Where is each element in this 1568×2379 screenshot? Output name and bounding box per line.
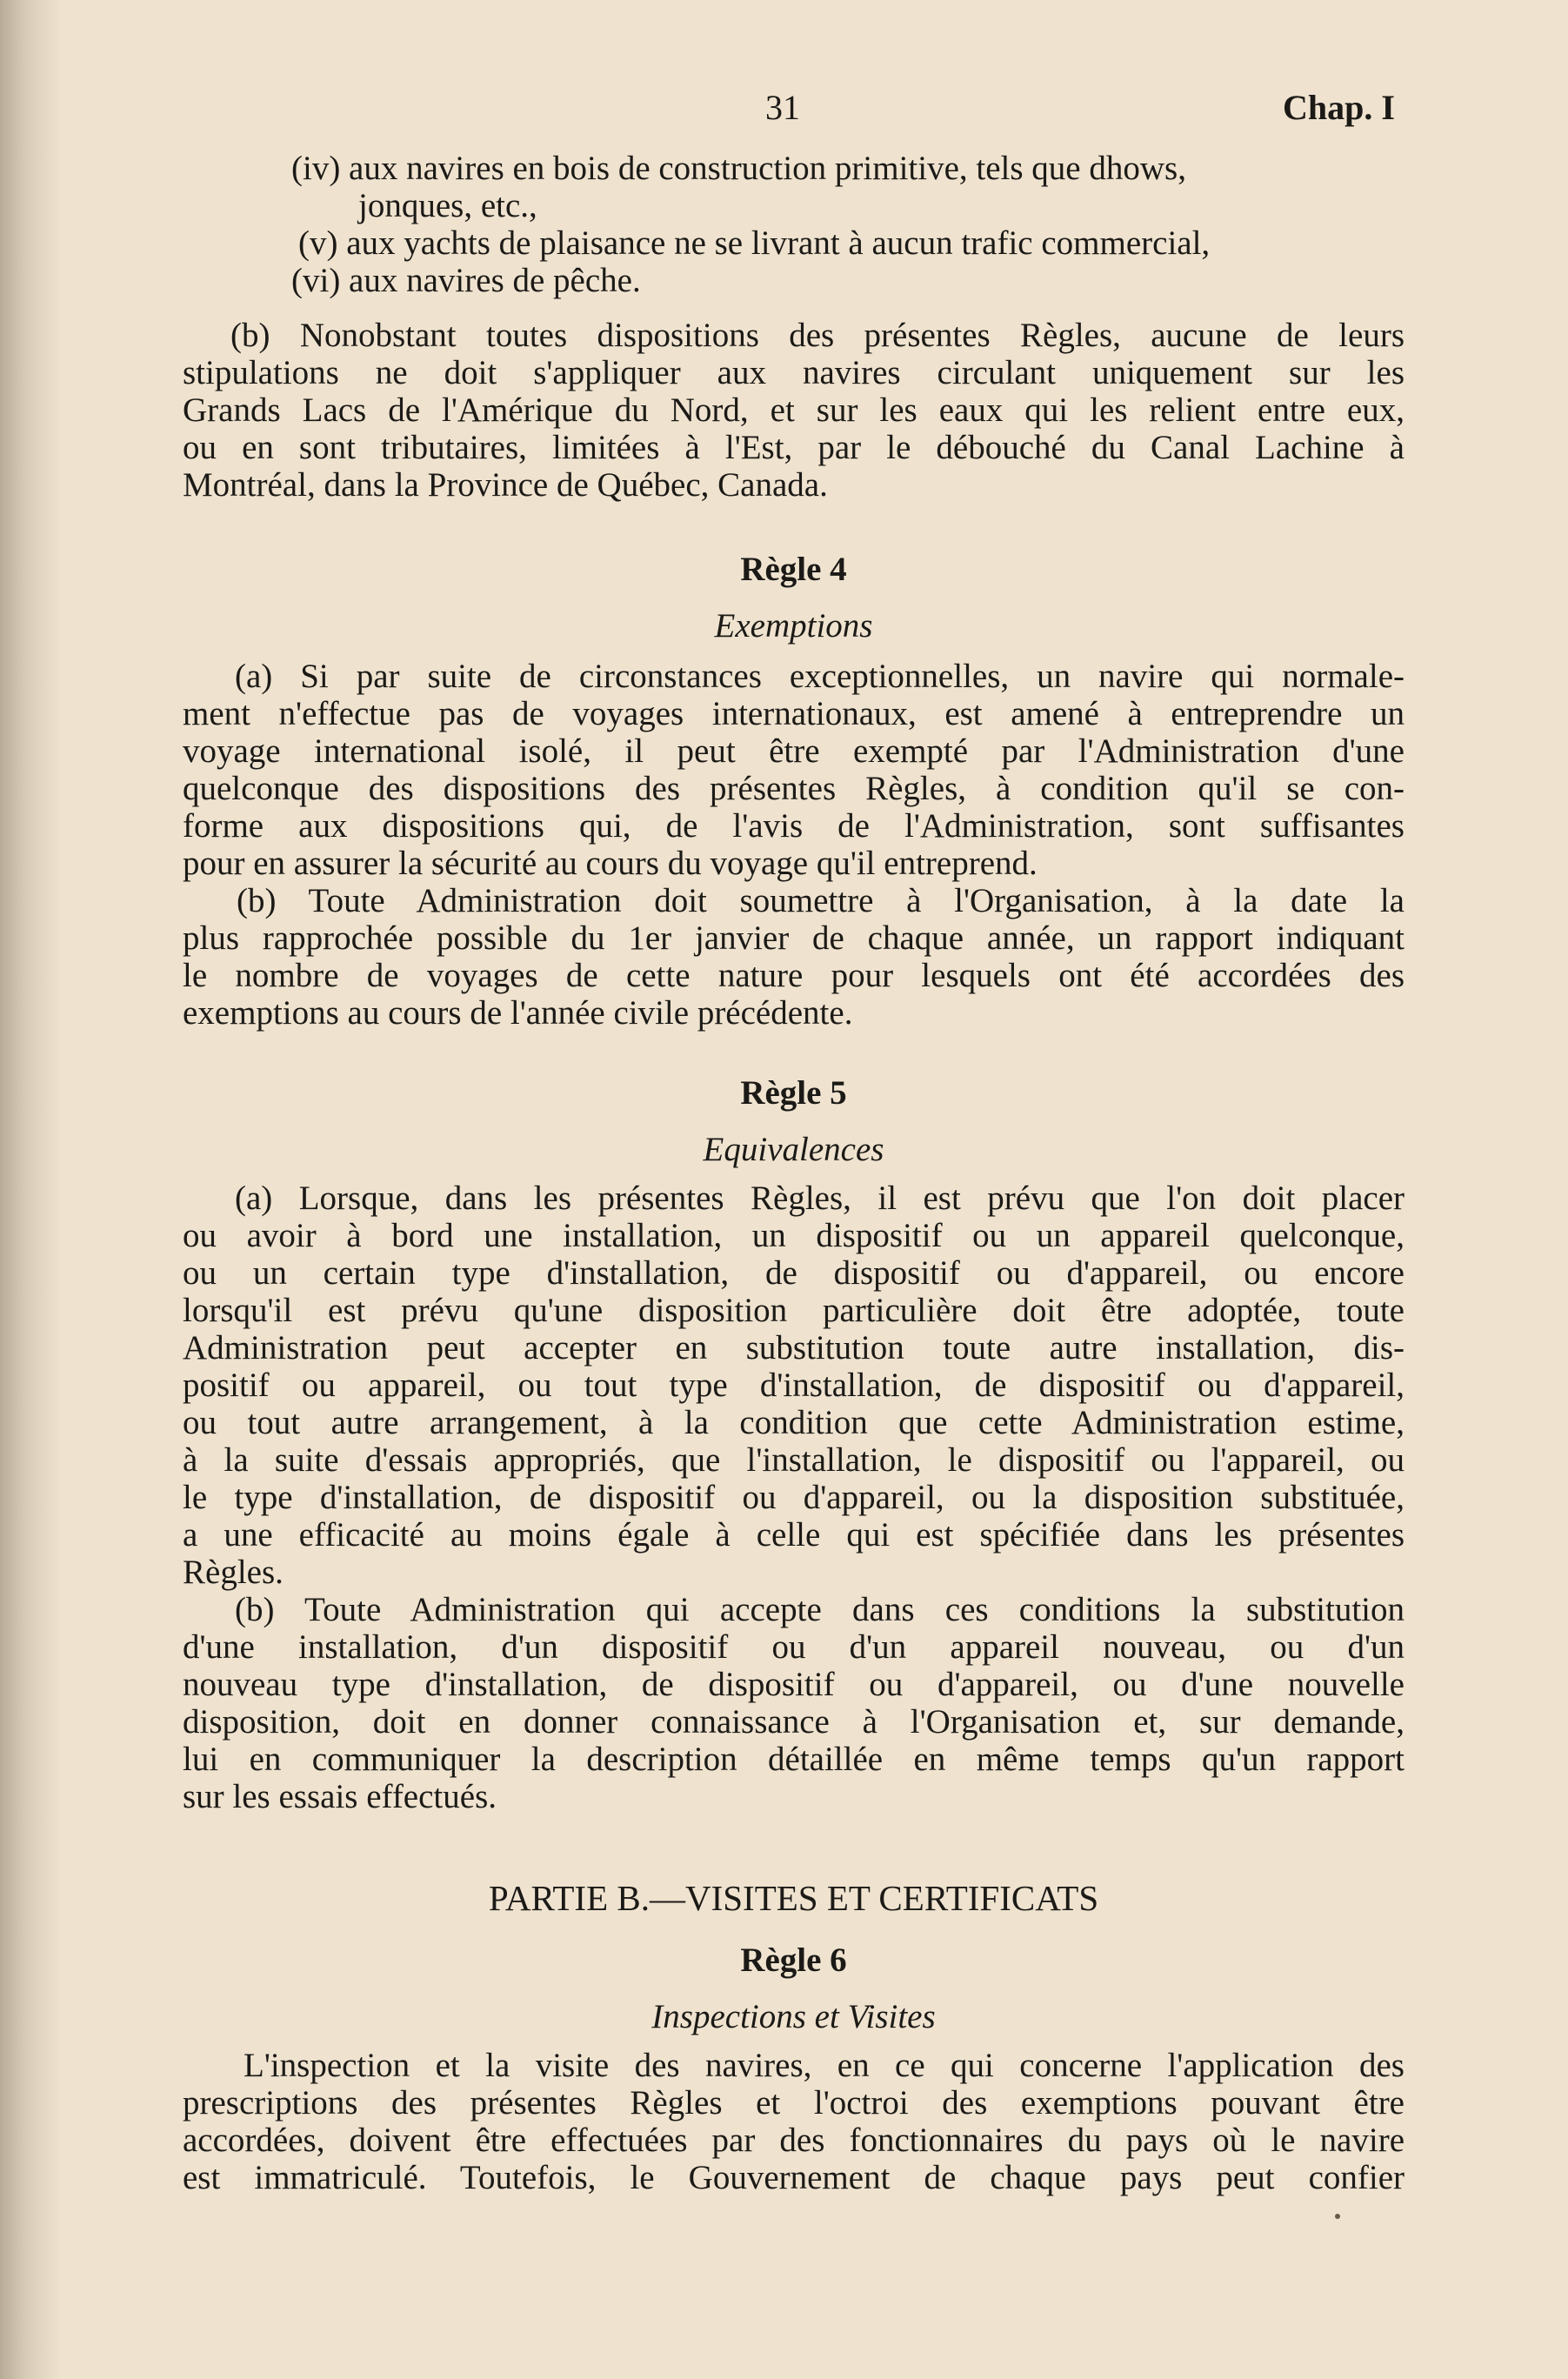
paragraph-line: Administration peut accepter en substitution toute autre installation, dis- [183,1329,1405,1367]
paragraph-line: sur les essais effectués. [183,1778,497,1815]
paragraph-line: ou tout autre arrangement, à la condition que cette Administration estime, [183,1404,1405,1441]
list-item-v: (v) aux yachts de plaisance ne se livrant à aucun trafic commercial, [298,224,1211,262]
paragraph-line: a une efficacité au moins égale à celle qui est spécifiée dans les présentes [183,1516,1405,1554]
paragraph-line: (a) Si par suite de circonstances exceptionnelles, un navire qui normale- [235,658,1405,695]
part-heading: PARTIE B.—VISITES ET CERTIFICATS [488,1878,1099,1918]
page-number: 31 [765,88,800,127]
rule-heading: Règle 6 [740,1941,847,1979]
ink-speck [1335,2214,1340,2219]
paragraph-line: ou un certain type d'installation, de dispositif ou d'appareil, ou encore [183,1254,1405,1292]
paragraph-line: ou en sont tributaires, limitées à l'Est, par le débouché du Canal Lachine à [183,429,1405,466]
paragraph-line: voyage international isolé, il peut être exempté par l'Administration d'une [183,732,1405,770]
paragraph-line: L'inspection et la visite des navires, en ce qui concerne l'application des [244,2047,1405,2084]
paragraph-line: exemptions au cours de l'année civile précédente. [183,994,853,1032]
paragraph-line: lui en communiquer la description détaillée en même temps qu'un rapport [183,1741,1405,1778]
paragraph-line: disposition, doit en donner connaissance à l'Organisation et, sur demande, [183,1703,1405,1741]
list-item-iv-cont: jonques, etc., [358,187,537,224]
paragraph-line: prescriptions des présentes Règles et l'octroi des exemptions pouvant être [183,2084,1405,2122]
rule-heading: Règle 4 [740,551,847,588]
paragraph-line: pour en assurer la sécurité au cours du voyage qu'il entreprend. [183,845,1038,882]
paragraph-line: lorsqu'il est prévu qu'une disposition particulière doit être adoptée, toute [183,1292,1405,1329]
rule-subtitle: Inspections et Visites [651,1998,936,2035]
paragraph-line: le nombre de voyages de cette nature pour lesquels ont été accordées des [183,957,1405,994]
list-item-iv: (iv) aux navires en bois de construction primitive, tels que dhows, [291,150,1186,187]
chapter-label: Chap. I [1283,88,1395,127]
rule-heading: Règle 5 [740,1074,847,1112]
paragraph-line: plus rapprochée possible du 1er janvier de chaque année, un rapport indiquant [183,919,1405,957]
paragraph-line: le type d'installation, de dispositif ou d'appareil, ou la disposition substituée, [183,1479,1405,1516]
rule-subtitle: Exemptions [714,607,873,645]
paragraph-line: quelconque des dispositions des présentes Règles, à condition qu'il se con- [183,770,1405,807]
paragraph-line: d'une installation, d'un dispositif ou d'un appareil nouveau, ou d'un [183,1628,1405,1666]
paragraph-line: positif ou appareil, ou tout type d'installation, de dispositif ou d'appareil, [183,1367,1405,1404]
paragraph-line: est immatriculé. Toutefois, le Gouvernement de chaque pays peut confier [183,2159,1405,2196]
paragraph-line: (a) Lorsque, dans les présentes Règles, il est prévu que l'on doit placer [235,1179,1405,1217]
rule-subtitle: Equivalences [703,1131,884,1168]
paragraph-line: (b) Nonobstant toutes dispositions des présentes Règles, aucune de leurs [230,317,1405,354]
paragraph-line: (b) Toute Administration qui accepte dans ces conditions la substitution [235,1591,1405,1628]
paragraph-line: accordées, doivent être effectuées par des fonctionnaires du pays où le navire [183,2122,1405,2159]
paragraph-line: à la suite d'essais appropriés, que l'installation, le dispositif ou l'appareil, ou [183,1441,1405,1479]
paragraph-line: Règles. [183,1554,284,1591]
paragraph-line: ment n'effectue pas de voyages internationaux, est amené à entreprendre un [183,695,1405,732]
paragraph-line: forme aux dispositions qui, de l'avis de l'Administration, sont suffisantes [183,807,1405,845]
paragraph-line: (b) Toute Administration doit soumettre à l'Organisation, à la date la [237,882,1405,919]
paragraph-line: stipulations ne doit s'appliquer aux navires circulant uniquement sur les [183,354,1405,391]
list-item-vi: (vi) aux navires de pêche. [291,262,641,299]
paragraph-line: Montréal, dans la Province de Québec, Canada. [183,466,828,504]
paragraph-line: Grands Lacs de l'Amérique du Nord, et sur les eaux qui les relient entre eux, [183,391,1405,429]
paragraph-line: ou avoir à bord une installation, un dispositif ou un appareil quelconque, [183,1217,1405,1254]
paragraph-line: nouveau type d'installation, de dispositif ou d'appareil, ou d'une nouvelle [183,1666,1405,1703]
